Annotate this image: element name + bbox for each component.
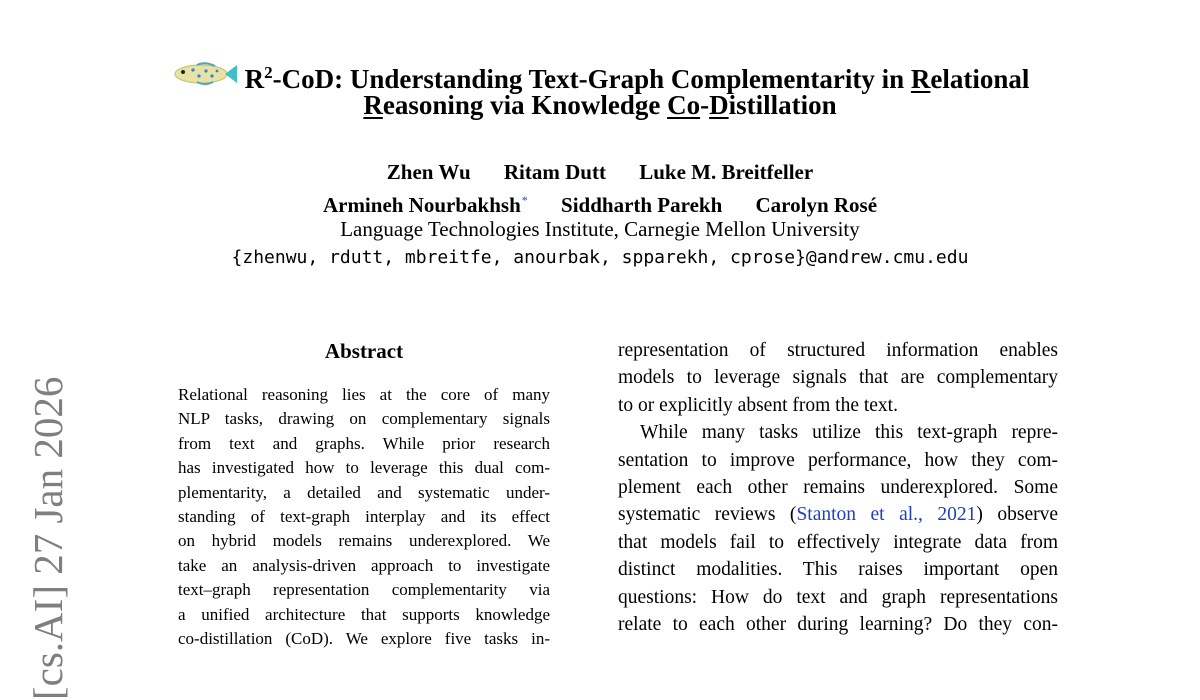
- body-line: While many tasks utilize this text-graph repre-: [640, 422, 1058, 444]
- title-underlined-letter: R: [910, 64, 931, 94]
- title-text: -CoD: Understanding Text-Graph Complementarity in: [272, 64, 911, 94]
- body-line: plement each other remains underexplored. Some: [618, 477, 1058, 498]
- body-line: that models fail to effectively integrate data from: [618, 531, 1058, 553]
- arxiv-side-stamp: [cs.AI] 27 Jan 2026: [25, 376, 71, 700]
- abstract-line: standing of text-graph interplay and its effect: [178, 507, 550, 526]
- citation-link[interactable]: Stanton et al., 2021: [796, 504, 977, 526]
- author-emails: {zhenwu, rdutt, mbreitfe, anourbak, spparekh, cprose}@andrew.cmu.edu: [231, 247, 969, 268]
- abstract-line: plementarity, a detailed and systematic under-: [178, 482, 550, 502]
- body-text: ) observe: [976, 504, 1059, 526]
- title-underlined-letter: R: [363, 90, 383, 120]
- title-text: istillation: [728, 90, 837, 120]
- author-name: Luke M. Breitfeller: [639, 160, 814, 184]
- body-line: to or explicitly absent from the text.: [618, 394, 898, 416]
- author-row-1: [0, 158, 1200, 186]
- title-underlined-letter: Co: [667, 90, 701, 120]
- title-superscript: 2: [264, 63, 273, 82]
- body-line: relate to each other during learning? Do they con-: [618, 614, 1058, 635]
- title-text: R: [244, 64, 265, 94]
- abstract-line: a unified architecture that supports knowledge: [178, 604, 550, 624]
- author-name: Carolyn Rosé: [755, 193, 878, 217]
- body-line: questions: How do text and graph representations: [618, 586, 1058, 608]
- body-text: systematic reviews (: [618, 504, 797, 526]
- footnote-marker[interactable]: *: [521, 193, 528, 207]
- body-line: representation of structured information enables: [618, 340, 1058, 361]
- abstract-line: text–graph representation complementarity via: [178, 580, 550, 600]
- affiliation: Language Technologies Institute, Carnegie Mellon University: [340, 217, 860, 241]
- author-name: Siddharth Parekh: [561, 193, 723, 217]
- abstract-heading: Abstract: [324, 339, 404, 363]
- abstract-line: co-distillation (CoD). We explore five tasks in-: [178, 629, 550, 648]
- title-text: easoning via Knowledge: [382, 90, 668, 120]
- body-line: distinct modalities. This raises important open: [618, 559, 1058, 581]
- abstract-line: take an analysis-driven approach to investigate: [178, 555, 550, 575]
- title-text: -: [700, 90, 710, 120]
- author-name: Ritam Dutt: [503, 160, 606, 184]
- abstract-line: on hybrid models remains underexplored. We: [178, 531, 550, 551]
- abstract-line: from text and graphs. While prior research: [178, 433, 550, 453]
- title-underlined-letter: D: [709, 90, 729, 120]
- author-name-text: Armineh Nourbakhsh: [322, 193, 521, 217]
- body-line: models to leverage signals that are complementary: [618, 367, 1058, 389]
- abstract-line: Relational reasoning lies at the core of many: [178, 385, 550, 404]
- body-line: [618, 501, 1058, 528]
- body-line: sentation to improve performance, how they com-: [618, 449, 1058, 471]
- author-name: [323, 193, 528, 217]
- author-name: Zhen Wu: [386, 160, 471, 184]
- abstract-line: NLP tasks, drawing on complementary signals: [178, 409, 550, 429]
- abstract-line: has investigated how to leverage this dual com-: [178, 458, 550, 478]
- title-text: elational: [930, 64, 1030, 94]
- paper-title-line-2: [0, 89, 1200, 121]
